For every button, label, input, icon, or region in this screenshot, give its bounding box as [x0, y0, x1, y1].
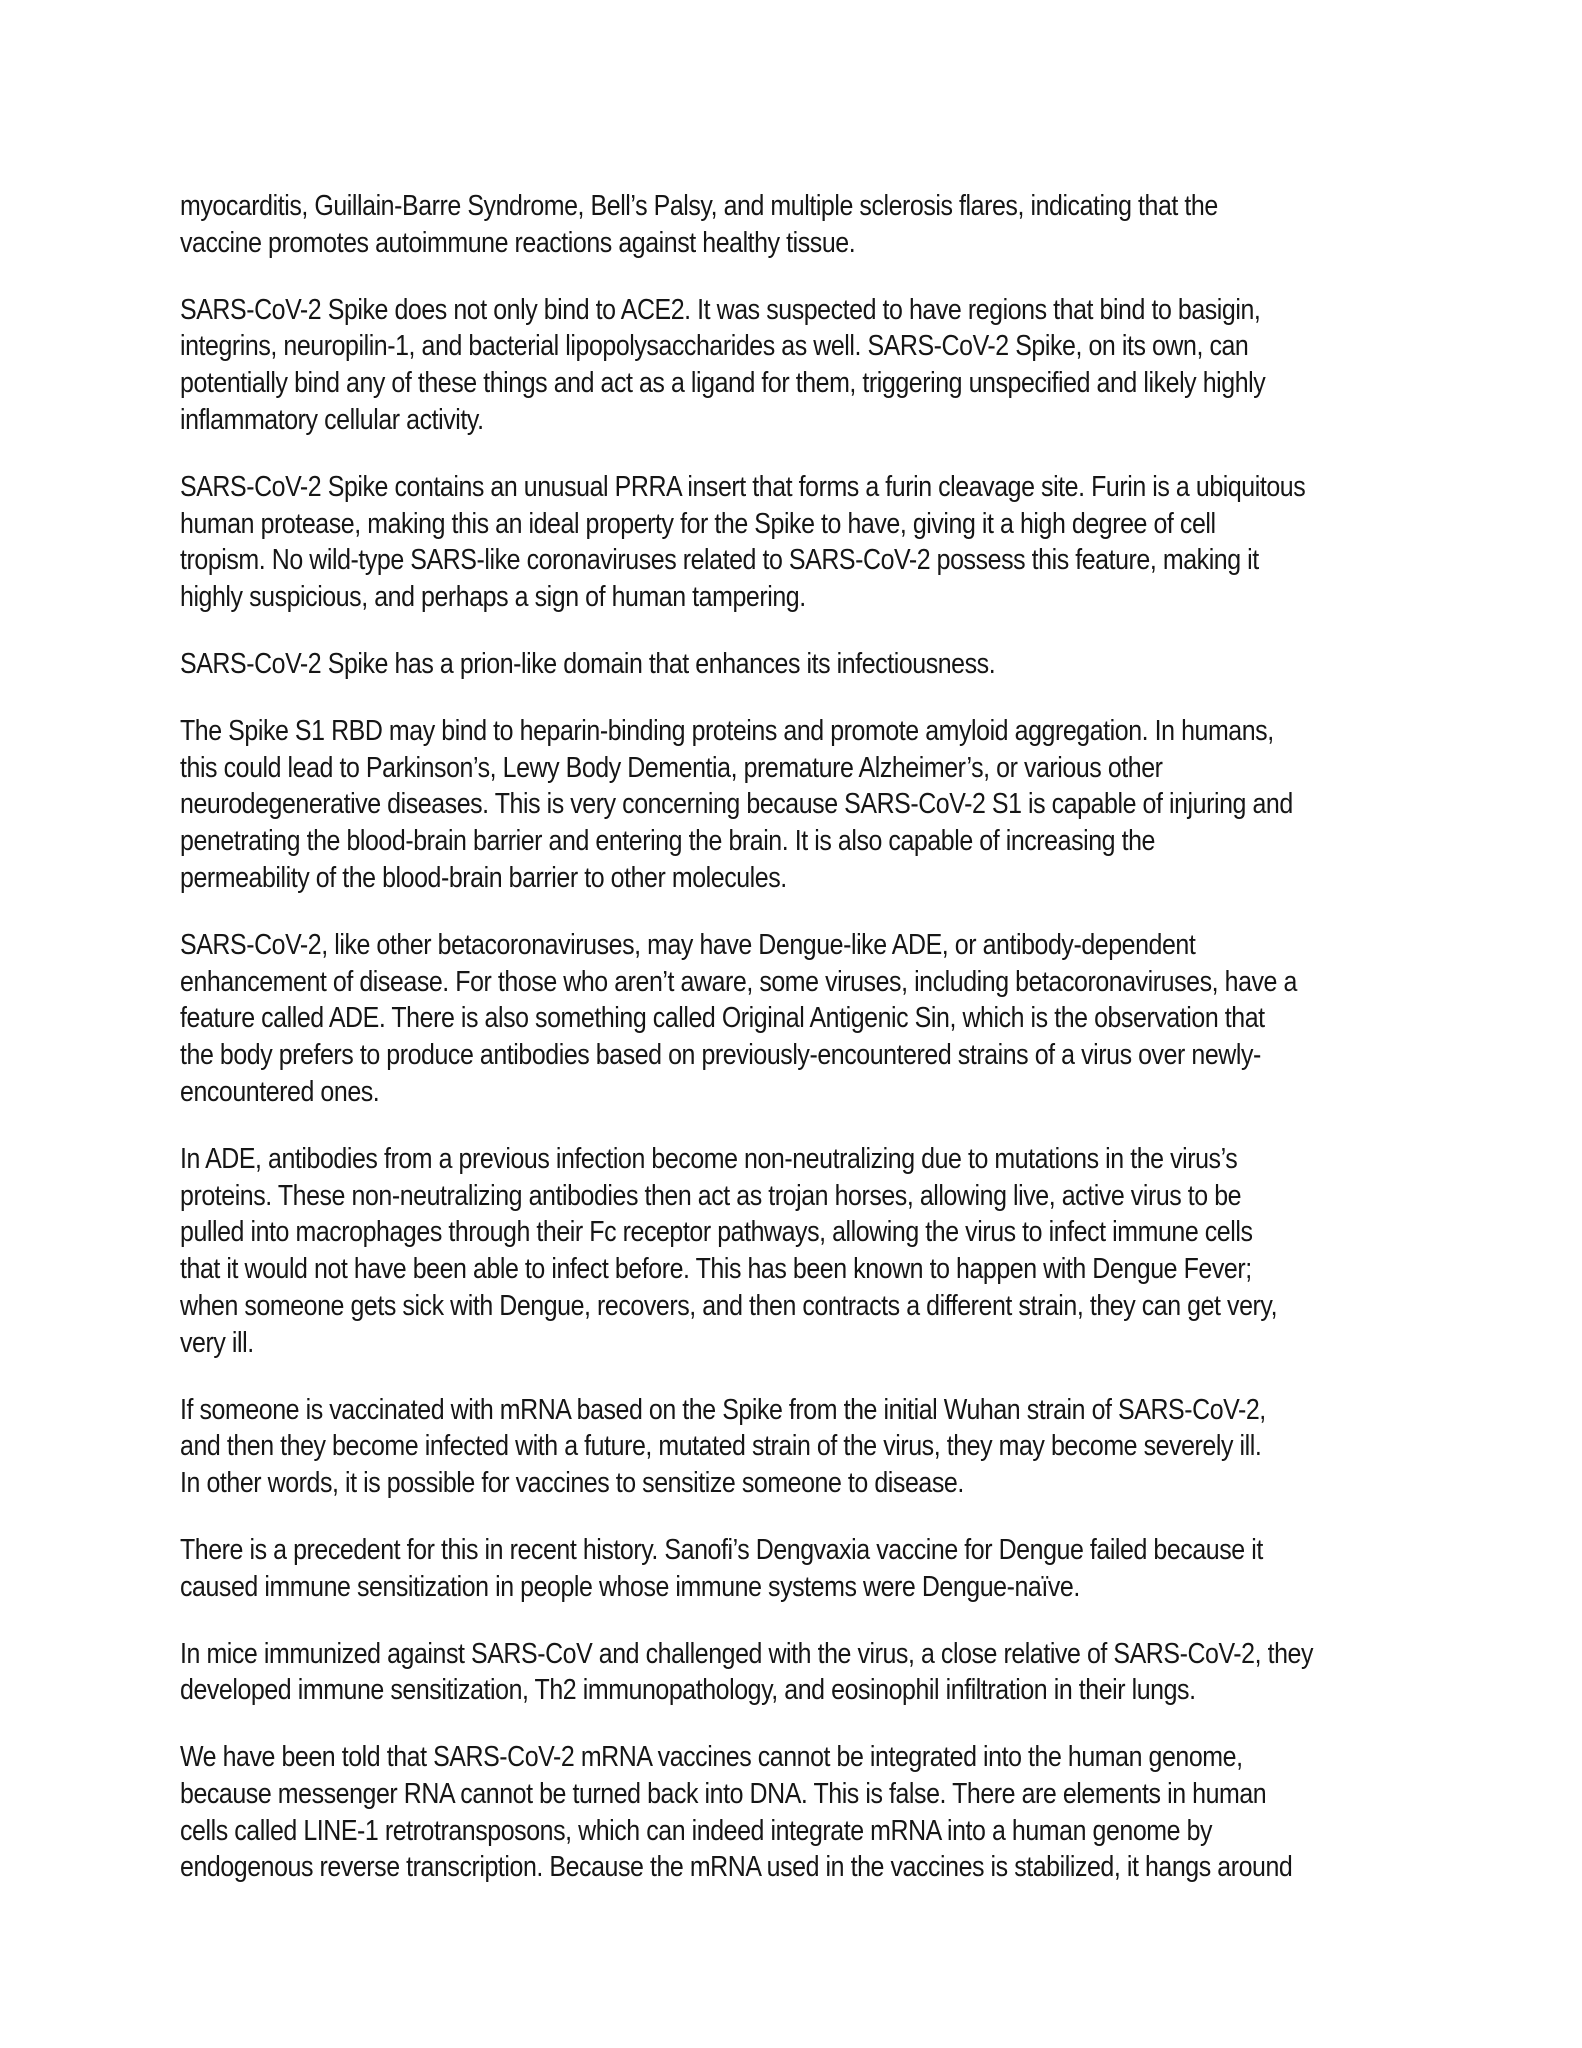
paragraph: [180, 1392, 1266, 1502]
document-body: [180, 188, 1314, 1916]
paragraph: [180, 469, 1306, 616]
paragraph: [180, 1141, 1278, 1362]
text-line: There is a precedent for this in recent history. Sanofi’s Dengvaxia vaccine for Dengue failed because it: [180, 1533, 1263, 1566]
paragraph: [180, 1532, 1263, 1606]
text-line: In other words, it is possible for vaccines to sensitize someone to disease.: [180, 1467, 964, 1500]
paragraph: [180, 646, 1229, 683]
text-line: pulled into macrophages through their Fc receptor pathways, allowing the virus to infect immune cells: [180, 1216, 1253, 1249]
text-line: developed immune sensitization, Th2 immunopathology, and eosinophil infiltration in their lungs.: [180, 1674, 1196, 1707]
paragraph: [180, 927, 1297, 1111]
text-line: integrins, neuropilin-1, and bacterial lipopolysaccharides as well. SARS-CoV-2 Spike, on its own, can: [180, 330, 1249, 363]
text-line: vaccine promotes autoimmune reactions against healthy tissue.: [180, 226, 856, 259]
text-line: SARS-CoV-2 Spike has a prion-like domain that enhances its infectiousness.: [180, 647, 996, 680]
text-line: SARS-CoV-2 Spike does not only bind to ACE2. It was suspected to have regions that bind to basigin,: [180, 293, 1261, 326]
text-line: enhancement of disease. For those who aren’t aware, some viruses, including betacoronaviruses, have a: [180, 965, 1297, 998]
text-line: SARS-CoV-2, like other betacoronaviruses, may have Dengue-like ADE, or antibody-dependent: [180, 928, 1196, 961]
text-line: human protease, making this an ideal property for the Spike to have, giving it a high degree of cell: [180, 507, 1216, 540]
paragraph: [180, 188, 1229, 262]
text-line: proteins. These non-neutralizing antibodies then act as trojan horses, allowing live, active virus to be: [180, 1179, 1242, 1212]
text-line: this could lead to Parkinson’s, Lewy Body Dementia, premature Alzheimer’s, or various other: [180, 751, 1163, 784]
text-line: In ADE, antibodies from a previous infection become non-neutralizing due to mutations in the virus’s: [180, 1142, 1238, 1175]
text-line: tropism. No wild-type SARS-like coronaviruses related to SARS-CoV-2 possess this feature, making it: [180, 544, 1259, 577]
text-line: We have been told that SARS-CoV-2 mRNA vaccines cannot be integrated into the human genome,: [180, 1741, 1243, 1774]
text-line: that it would not have been able to infect before. This has been known to happen with Dengue Fever;: [180, 1253, 1252, 1286]
text-line: because messenger RNA cannot be turned back into DNA. This is false. There are elements in human: [180, 1777, 1267, 1810]
text-line: In mice immunized against SARS-CoV and challenged with the virus, a close relative of SARS-CoV-2, they: [180, 1637, 1314, 1670]
text-line: cells called LINE-1 retrotransposons, which can indeed integrate mRNA into a human genome by: [180, 1814, 1213, 1847]
text-line: the body prefers to produce antibodies based on previously-encountered strains of a virus over newly-: [180, 1039, 1261, 1072]
text-line: neurodegenerative diseases. This is very concerning because SARS-CoV-2 S1 is capable of injuring and: [180, 788, 1293, 821]
text-line: feature called ADE. There is also something called Original Antigenic Sin, which is the observation that: [180, 1002, 1265, 1035]
text-line: encountered ones.: [180, 1075, 380, 1108]
text-line: myocarditis, Guillain-Barre Syndrome, Bell’s Palsy, and multiple sclerosis flares, indicating that the: [180, 190, 1218, 222]
text-line: highly suspicious, and perhaps a sign of human tampering.: [180, 581, 806, 614]
text-line: and then they become infected with a future, mutated strain of the virus, they may become severely ill.: [180, 1430, 1262, 1463]
text-line: when someone gets sick with Dengue, recovers, and then contracts a different strain, they can get very,: [180, 1289, 1278, 1322]
paragraph: [180, 1636, 1314, 1710]
text-line: endogenous reverse transcription. Because the mRNA used in the vaccines is stabilized, it hangs around: [180, 1851, 1293, 1884]
text-line: caused immune sensitization in people whose immune systems were Dengue-naïve.: [180, 1570, 1080, 1603]
text-line: permeability of the blood-brain barrier to other molecules.: [180, 861, 787, 894]
text-line: potentially bind any of these things and act as a ligand for them, triggering unspecified and likely highly: [180, 367, 1266, 400]
text-line: SARS-CoV-2 Spike contains an unusual PRRA insert that forms a furin cleavage site. Furin is a ubiquitous: [180, 470, 1306, 503]
paragraph: [180, 713, 1293, 897]
text-line: penetrating the blood-brain barrier and entering the brain. It is also capable of increasing the: [180, 825, 1155, 858]
text-line: very ill.: [180, 1326, 254, 1359]
text-line: The Spike S1 RBD may bind to heparin-binding proteins and promote amyloid aggregation. In humans,: [180, 714, 1274, 747]
paragraph: [180, 1739, 1293, 1886]
text-line: If someone is vaccinated with mRNA based on the Spike from the initial Wuhan strain of SARS-CoV-2,: [180, 1393, 1266, 1426]
text-line: inflammatory cellular activity.: [180, 403, 484, 436]
paragraph: [180, 292, 1266, 439]
